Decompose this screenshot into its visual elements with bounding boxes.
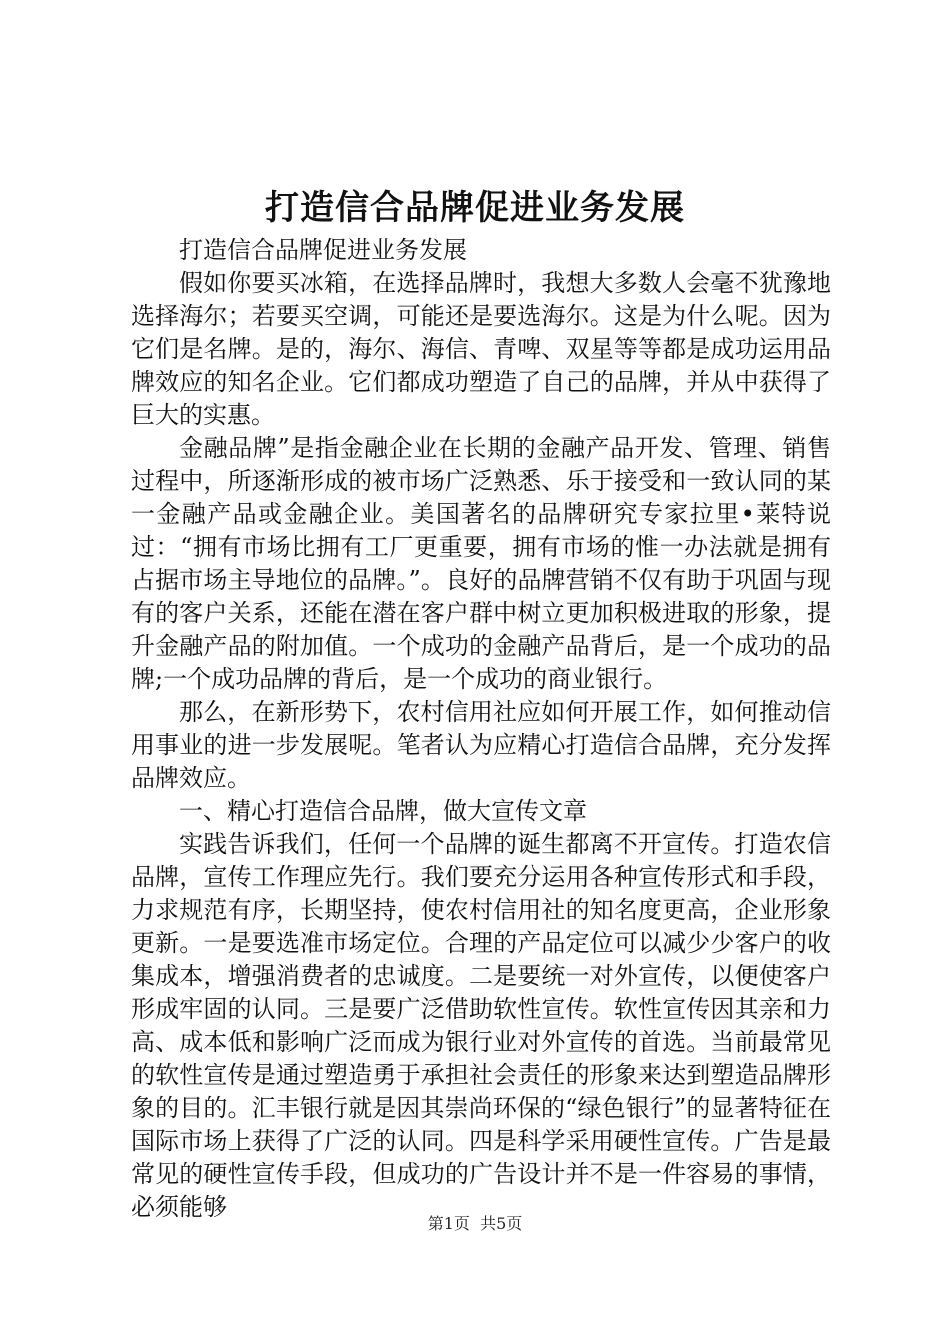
paragraph-financial-brand: 金融品牌”是指金融企业在长期的金融产品开发、管理、销售过程中，所逐渐形成的被市场广泛熟悉、乐于接受和一致认同的某一金融产品或金融企业。美国著名的品牌研究专家拉里•莱特说过：“拥有市场比拥有工厂更重要，拥有市场的惟一办法就是拥有占据市场主导地位的品牌。”。良好的品牌营销不仅有助于巩固与现有的客户关系，还能在潜在客户群中树立更加积极进取的形象，提升金融产品的附加值。一个成功的金融产品背后，是一个成功的品牌;一个成功品牌的背后，是一个成功的商业银行。 [131,434,831,693]
paragraph-practice: 实践告诉我们，任何一个品牌的诞生都离不开宣传。打造农信品牌，宣传工作理应先行。我们要充分运用各种宣传形式和手段，力求规范有序，长期坚持，使农村信用社的知名度更高，企业形象更新。一是要选准市场定位。合理的产品定位可以减少少客户的收集成本，增强消费者的忠诚度。二是要统一对外宣传，以便使客户形成牢固的认同。三是要广泛借助软性宣传。软性宣传因其亲和力高、成本低和影响广泛而成为银行业对外宣传的首选。当前最常见的软性宣传是通过塑造勇于承担社会责任的形象来达到塑造品牌形象的目的。汇丰银行就是因其崇尚环保的“绿色银行”的显著特征在国际市场上获得了广泛的认同。四是科学采用硬性宣传。广告是最常见的硬性宣传手段，但成功的广告设计并不是一件容易的事情，必须能够 [131,830,831,1221]
page-number: 第1页 共5页 [427,1214,523,1233]
paragraph-question: 那么，在新形势下，农村信用社应如何开展工作，如何推动信用事业的进一步发展呢。笔者认为应精心打造信合品牌，充分发挥品牌效应。 [131,698,831,792]
paragraph-intro: 假如你要买冰箱，在选择品牌时，我想大多数人会毫不犹豫地选择海尔；若要买空调，可能还是要选海尔。这是为什么呢。因为它们是名牌。是的，海尔、海信、青啤、双星等等都是成功运用品牌效应的知名企业。它们都成功塑造了自己的品牌，并从中获得了巨大的实惠。 [131,269,831,429]
page-footer [0,1214,950,1234]
paragraph-subtitle: 打造信合品牌促进业务发展 [179,236,467,264]
document-body [131,234,831,1224]
document-title: 打造信合品牌促进业务发展 [265,188,685,228]
section-heading-1: 一、精心打造信合品牌，做大宣传文章 [179,797,587,825]
